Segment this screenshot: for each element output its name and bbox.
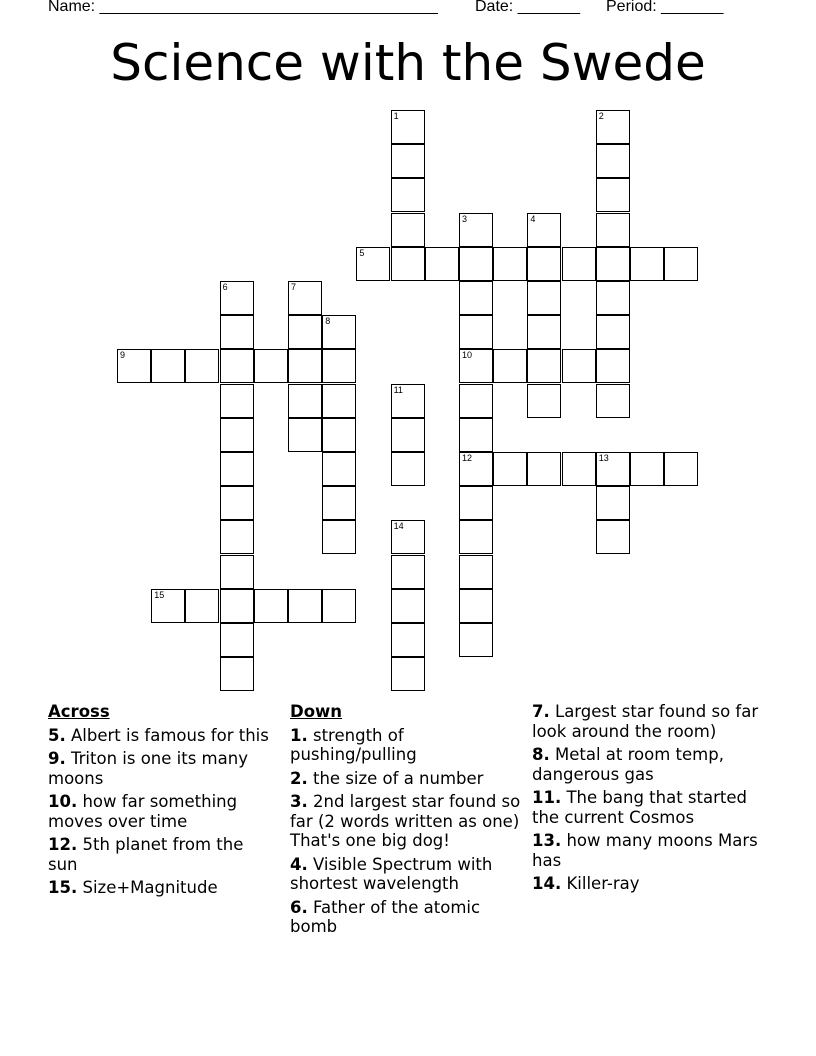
crossword-cell[interactable] [391, 247, 425, 281]
clue-number: 1 [393, 111, 399, 121]
crossword-cell[interactable] [288, 589, 322, 623]
down-list [290, 726, 526, 937]
crossword-cell[interactable] [596, 144, 630, 178]
crossword-cell[interactable] [459, 486, 493, 520]
crossword-cell[interactable] [391, 555, 425, 589]
clue-number: 12 [462, 453, 473, 463]
clue-number: 6 [222, 282, 228, 292]
crossword-cell[interactable] [254, 349, 288, 383]
crossword-cell[interactable] [254, 589, 288, 623]
crossword-cell[interactable] [391, 623, 425, 657]
crossword-cell[interactable] [459, 247, 493, 281]
crossword-cell[interactable] [391, 418, 425, 452]
crossword-cell[interactable] [459, 213, 493, 247]
crossword-cell[interactable] [459, 589, 493, 623]
clue-number-label: 4. [290, 854, 308, 874]
crossword-cell[interactable] [493, 349, 527, 383]
crossword-cell[interactable] [117, 349, 151, 383]
crossword-cell[interactable] [459, 452, 493, 486]
crossword-cell[interactable] [459, 349, 493, 383]
crossword-cell[interactable] [459, 418, 493, 452]
clue-number: 14 [393, 521, 404, 532]
crossword-cell[interactable] [391, 144, 425, 178]
clue-number: 3 [462, 213, 468, 224]
crossword-cell[interactable] [630, 247, 664, 281]
crossword-cell[interactable] [220, 452, 254, 486]
clue-item [290, 792, 526, 851]
clue-text: strength of pushing/pulling [290, 725, 417, 764]
crossword-cell[interactable] [391, 452, 425, 486]
down-clues-column-1 [290, 702, 526, 941]
crossword-cell[interactable] [220, 315, 254, 349]
crossword-cell[interactable] [220, 486, 254, 520]
crossword-cell[interactable] [527, 281, 561, 315]
clue-number: 13 [598, 453, 609, 463]
crossword-cell[interactable] [288, 418, 322, 452]
crossword-cell[interactable] [596, 452, 630, 486]
clue-text: Triton is one its many moons [48, 749, 248, 788]
clue-text: 2nd largest star found so far (2 words written as one) That's one big dog! [290, 792, 521, 850]
crossword-cell[interactable] [288, 315, 322, 349]
clue-text: Father of the atomic bomb [290, 897, 481, 936]
crossword-cell[interactable] [322, 349, 356, 383]
clue-number-label: 8. [532, 745, 550, 764]
clue-number: 4 [530, 213, 536, 224]
clue-number-label: 11. [532, 788, 562, 807]
clue-text: Metal at room temp, dangerous gas [532, 745, 724, 784]
clue-item [532, 874, 772, 894]
crossword-cell[interactable] [527, 213, 561, 247]
crossword-cell[interactable] [288, 349, 322, 383]
crossword-cell[interactable] [425, 247, 459, 281]
crossword-cell[interactable] [322, 452, 356, 486]
clue-item [290, 855, 526, 894]
crossword-cell[interactable] [391, 589, 425, 623]
crossword-cell[interactable] [596, 315, 630, 349]
crossword-cell[interactable] [596, 110, 630, 144]
clue-item [532, 831, 772, 870]
down-heading: Down [290, 702, 343, 721]
page-title: Science with the Swede [110, 34, 706, 92]
crossword-cell[interactable] [596, 384, 630, 418]
clue-text: The bang that started the current Cosmos [532, 788, 747, 827]
crossword-cell[interactable] [220, 520, 254, 554]
clue-number: 10 [462, 350, 473, 361]
clue-text: the size of a number [307, 768, 484, 788]
crossword-cell[interactable] [391, 110, 425, 144]
crossword-cell[interactable] [459, 623, 493, 657]
crossword-cell[interactable] [459, 384, 493, 418]
crossword-cell[interactable] [288, 384, 322, 418]
clue-number-label: 15. [48, 878, 78, 897]
crossword-cell[interactable] [391, 657, 425, 691]
crossword-cell[interactable] [356, 247, 390, 281]
crossword-cell[interactable] [391, 384, 425, 418]
crossword-cell[interactable] [220, 589, 254, 623]
clue-number-label: 2. [290, 768, 308, 788]
across-clues [48, 702, 273, 902]
crossword-cell[interactable] [322, 384, 356, 418]
crossword-cell[interactable] [493, 452, 527, 486]
clue-text: 5th planet from the sun [48, 835, 244, 874]
crossword-cell[interactable] [562, 247, 596, 281]
crossword-cell[interactable] [220, 281, 254, 315]
clue-number-label: 13. [532, 831, 562, 850]
clue-number: 5 [359, 247, 365, 258]
clue-number: 7 [291, 282, 297, 292]
clue-number-label: 6. [290, 897, 308, 917]
down-clues-column-2 [532, 702, 772, 898]
crossword-cell[interactable] [220, 349, 254, 383]
crossword-cell[interactable] [596, 178, 630, 212]
clue-item [48, 878, 273, 898]
clue-text: Killer-ray [561, 874, 640, 893]
across-list [48, 726, 273, 898]
crossword-cell[interactable] [459, 281, 493, 315]
crossword-cell[interactable] [322, 418, 356, 452]
crossword-cell[interactable] [527, 247, 561, 281]
clue-text: Size+Magnitude [77, 878, 218, 897]
crossword-cell[interactable] [151, 589, 185, 623]
clue-number-label: 14. [532, 874, 562, 893]
clue-number: 2 [598, 111, 604, 121]
crossword-cell[interactable] [459, 315, 493, 349]
clue-item [532, 702, 772, 741]
clue-number-label: 10. [48, 792, 78, 811]
crossword-cell[interactable] [664, 452, 698, 486]
crossword-cell[interactable] [322, 486, 356, 520]
clue-text: how far something moves over time [48, 792, 238, 831]
clue-item [48, 726, 273, 746]
crossword-cell[interactable] [527, 452, 561, 486]
clue-item [290, 769, 526, 789]
crossword-cell[interactable] [527, 384, 561, 418]
crossword-cell[interactable] [562, 349, 596, 383]
crossword-cell[interactable] [596, 213, 630, 247]
crossword-cell[interactable] [322, 589, 356, 623]
crossword-cell[interactable] [596, 486, 630, 520]
crossword-cell[interactable] [596, 281, 630, 315]
clue-number: 11 [393, 384, 403, 395]
crossword-cell[interactable] [185, 589, 219, 623]
clue-item [532, 745, 772, 784]
clue-item [290, 898, 526, 937]
crossword-cell[interactable] [459, 555, 493, 589]
clue-number: 9 [120, 350, 126, 361]
crossword-cell[interactable] [288, 281, 322, 315]
clue-item [48, 792, 273, 831]
clue-number-label: 12. [48, 835, 78, 854]
across-heading: Across [48, 702, 110, 721]
crossword-cell[interactable] [630, 452, 664, 486]
clue-item [48, 749, 273, 788]
date-field[interactable]: Date: _______ [475, 0, 580, 15]
clue-number-label: 1. [290, 725, 308, 745]
crossword-cell[interactable] [185, 349, 219, 383]
crossword-cell[interactable] [220, 657, 254, 691]
crossword-cell[interactable] [391, 520, 425, 554]
clue-text: how many moons Mars has [532, 831, 758, 870]
clue-number-label: 7. [532, 702, 550, 721]
clue-text: Visible Spectrum with shortest wavelength [290, 854, 493, 893]
crossword-cell[interactable] [527, 349, 561, 383]
clue-text: Albert is famous for this [65, 725, 269, 745]
clue-number: 15 [154, 589, 165, 600]
period-field[interactable]: Period: _______ [606, 0, 724, 15]
clue-number: 8 [325, 316, 331, 327]
clue-number-label: 5. [48, 725, 66, 745]
crossword-cell[interactable] [220, 418, 254, 452]
name-field[interactable]: Name: ______________________________________ [48, 0, 438, 15]
crossword-cell[interactable] [391, 213, 425, 247]
crossword-cell[interactable] [664, 247, 698, 281]
crossword-cell[interactable] [562, 452, 596, 486]
crossword-cell[interactable] [151, 349, 185, 383]
clue-item [290, 726, 526, 765]
crossword-cell[interactable] [220, 555, 254, 589]
crossword-cell[interactable] [527, 315, 561, 349]
clue-item [48, 835, 273, 874]
crossword-cell[interactable] [322, 315, 356, 349]
crossword-cell[interactable] [493, 247, 527, 281]
clue-number-label: 3. [290, 792, 308, 811]
crossword-cell[interactable] [322, 520, 356, 554]
crossword-cell[interactable] [220, 384, 254, 418]
clue-number-label: 9. [48, 749, 66, 768]
crossword-cell[interactable] [596, 520, 630, 554]
crossword-cell[interactable] [220, 623, 254, 657]
clue-text: Largest star found so far look around the room) [532, 702, 759, 741]
crossword-cell[interactable] [459, 520, 493, 554]
crossword-cell[interactable] [596, 247, 630, 281]
crossword-cell[interactable] [596, 349, 630, 383]
crossword-cell[interactable] [391, 178, 425, 212]
down-list-continued [532, 702, 772, 894]
clue-item [532, 788, 772, 827]
